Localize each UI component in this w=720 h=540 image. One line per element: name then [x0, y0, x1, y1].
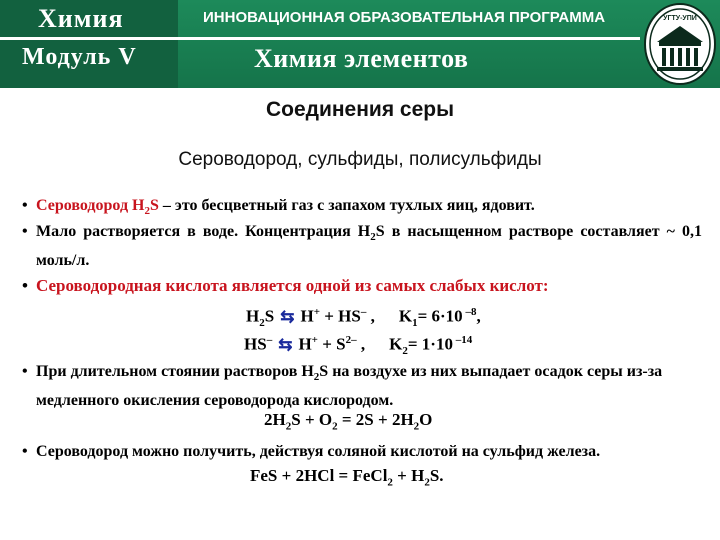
equation-4 — [250, 466, 444, 488]
text: 1 — [412, 317, 418, 330]
equilibrium-arrow-icon: ⇆ — [278, 334, 293, 354]
bullet: • — [22, 363, 28, 380]
text: 2 — [332, 420, 338, 433]
text: O — [419, 410, 433, 429]
course-title: Химия — [38, 4, 124, 33]
text: = 6·10 — [417, 306, 463, 326]
text: –8 — [462, 306, 477, 318]
text: 2 — [413, 420, 420, 433]
text: 2 — [259, 317, 265, 330]
program-title: ИННОВАЦИОННАЯ ОБРАЗОВАТЕЛЬНАЯ ПРОГРАММА — [203, 9, 606, 26]
text: – — [360, 306, 367, 318]
logo-text: УГТУ-УПИ — [663, 15, 697, 22]
text: S — [264, 306, 275, 326]
text: + — [313, 306, 320, 318]
text: 2 — [402, 345, 408, 358]
header-divider — [0, 37, 640, 40]
text: Сероводородная кислота является одной из самых слабых кислот: — [36, 276, 549, 295]
slide-subtitle: Сероводород, сульфиды, полисульфиды — [178, 149, 542, 170]
equation-2 — [244, 334, 472, 357]
text: + HS — [319, 306, 361, 326]
text: S + O — [291, 410, 333, 429]
module-title: Модуль V — [22, 44, 137, 70]
equation-1 — [246, 306, 481, 329]
text: – — [266, 334, 273, 346]
text: 2 — [144, 205, 150, 218]
text: = 1·10 — [407, 334, 453, 354]
text: –14 — [452, 334, 473, 346]
text: 2– — [345, 334, 357, 346]
text: При длительном стоянии растворов H — [36, 363, 314, 380]
slide-title: Соединения серы — [265, 98, 455, 121]
university-building-emblem-icon — [643, 2, 717, 86]
text: Сероводород можно получить, действуя соляной кислотой на сульфид железа. — [36, 443, 601, 460]
text: 2H — [264, 410, 286, 429]
text: 2 — [424, 476, 430, 489]
bullet: • — [22, 276, 28, 295]
list-item — [22, 360, 702, 413]
text: – это бесцветный газ с запахом тухлых яиц, ядовит. — [158, 197, 535, 214]
list-item — [22, 194, 702, 223]
bullet: • — [22, 197, 28, 214]
text: FeS + 2HCl = FeCl — [250, 466, 388, 485]
text: K — [398, 306, 413, 326]
text: , — [366, 306, 375, 326]
text: S — [150, 197, 159, 214]
list-item — [22, 220, 702, 273]
header-banner — [0, 0, 720, 88]
text: S. — [429, 466, 444, 485]
text: Сероводород H — [36, 197, 145, 214]
text: Мало растворяется в воде. Концентрация H — [36, 223, 371, 240]
text: , — [476, 306, 481, 326]
text: S на воздухе из них выпадает осадок серы из-за медленного окисления сероводорода кислородом. — [36, 363, 663, 410]
subject-title: Химия элементов — [254, 44, 469, 73]
text: , — [356, 334, 366, 354]
text: 2 — [370, 231, 376, 244]
text: K — [389, 334, 403, 354]
text: H — [246, 306, 260, 326]
text: 2 — [387, 476, 393, 489]
bullet: • — [22, 443, 28, 460]
list-item — [22, 274, 702, 298]
text: HS — [244, 334, 267, 354]
equilibrium-arrow-icon: ⇆ — [280, 306, 295, 326]
text: H — [300, 306, 314, 326]
text: H — [298, 334, 312, 354]
text: S в насыщенном растворе составляет ~ 0,1 моль/л. — [36, 223, 703, 270]
text: + — [311, 334, 318, 346]
text: 2 — [285, 420, 292, 433]
equation-3 — [264, 410, 432, 432]
text: 2 — [313, 371, 320, 384]
bullet: • — [22, 223, 28, 240]
text: + H — [392, 466, 425, 485]
list-item — [22, 440, 702, 464]
text: = 2S + 2H — [337, 410, 414, 429]
text: + S — [317, 334, 346, 354]
